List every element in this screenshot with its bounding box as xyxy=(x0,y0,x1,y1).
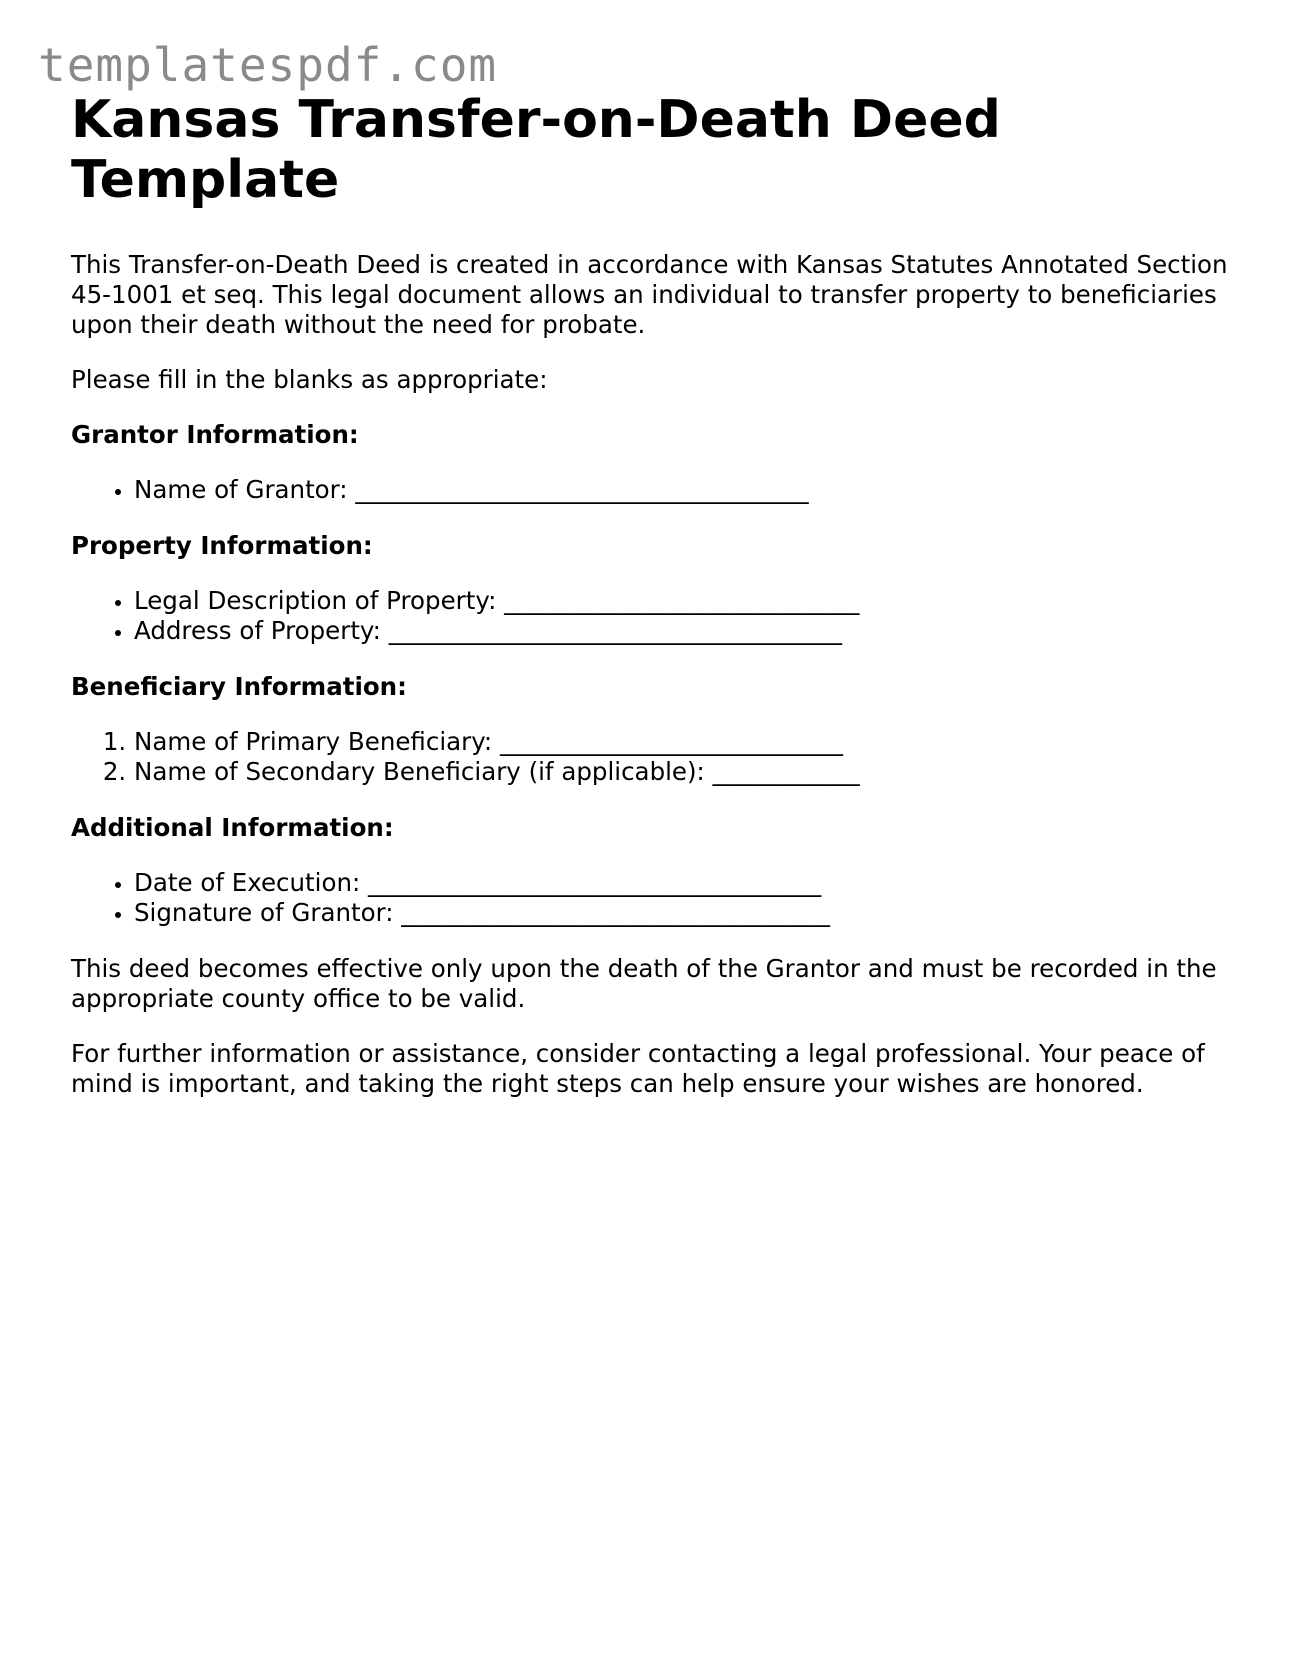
property-address-field: • Address of Property: _____________________________________ xyxy=(134,616,1231,647)
legal-description-field: • Legal Description of Property: _____________________________ xyxy=(134,586,1231,617)
grantor-heading: Grantor Information: xyxy=(71,420,359,449)
page-title: Kansas Transfer-on-Death Deed Template xyxy=(71,90,1001,210)
primary-beneficiary-field: 1. Name of Primary Beneficiary: ____________________________ xyxy=(134,727,1231,758)
execution-date-field: • Date of Execution: _____________________________________ xyxy=(134,868,1231,899)
grantor-signature-field: • Signature of Grantor: ___________________________________ xyxy=(134,898,1231,929)
beneficiary-list xyxy=(71,727,1231,788)
grantor-list xyxy=(71,475,1231,506)
property-list xyxy=(71,586,1231,647)
additional-list xyxy=(71,868,1231,929)
property-heading: Property Information: xyxy=(71,530,373,560)
effective-note: This deed becomes effective only upon the death of the Grantor and must be recorded in the appropriate county office to be valid. xyxy=(71,953,1217,1013)
watermark: templatespdf.com xyxy=(38,38,498,92)
grantor-name-field: • Name of Grantor: _____________________________________ xyxy=(134,475,1231,506)
intro-paragraph: This Transfer-on-Death Deed is created in accordance with Kansas Statutes Annotated Section 45-1001 et seq. This legal document allows an individual to transfer property to beneficiaries upon their death without the need for probate. xyxy=(71,250,1228,339)
document-body xyxy=(71,90,1231,1124)
instruction-text: Please fill in the blanks as appropriate: xyxy=(71,365,548,394)
beneficiary-heading: Beneficiary Information: xyxy=(71,671,407,701)
additional-heading: Additional Information: xyxy=(71,812,394,842)
closing-note: For further information or assistance, consider contacting a legal professional. Your peace of mind is important, and taking the right steps can help ensure your wishes are honored. xyxy=(71,1038,1205,1098)
secondary-beneficiary-field: 2. Name of Secondary Beneficiary (if applicable): ____________ xyxy=(134,757,1231,788)
